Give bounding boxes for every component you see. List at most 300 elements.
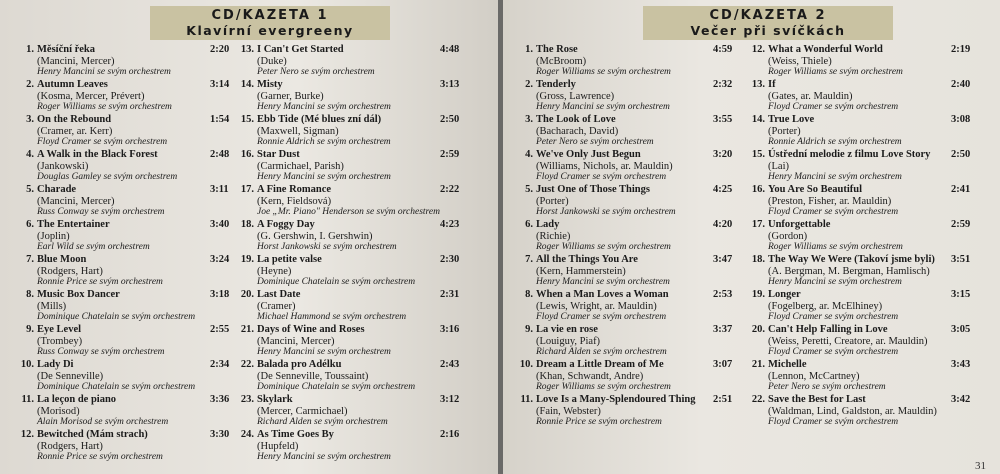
track-item: [14, 359, 234, 394]
track-duration: 2:40: [951, 79, 971, 90]
track-title: A Fine Romance: [257, 184, 332, 195]
track-duration: 3:05: [951, 324, 971, 335]
track-title: Unforgettable: [768, 219, 831, 230]
track-title: Měsíční řeka: [37, 44, 96, 55]
track-duration: 2:50: [951, 149, 971, 160]
track-authors: (Mancini, Mercer): [37, 195, 115, 207]
track-number: 19.: [751, 289, 765, 300]
track-authors: (De Senneville): [37, 370, 104, 382]
track-title: Lady: [536, 219, 560, 230]
track-authors: (Cramer, ar. Kerr): [37, 125, 113, 137]
track-performer: Peter Nero se svým orchestrem: [768, 382, 886, 392]
track-title: If: [768, 79, 776, 90]
track-item: [234, 219, 480, 254]
cd2-header: [643, 6, 893, 40]
track-performer: Henry Mancini se svým orchestrem: [257, 347, 391, 357]
track-title: Lady Di: [37, 359, 74, 370]
track-authors: (Fogelberg, ar. McElhiney): [768, 300, 883, 312]
track-duration: 3:40: [210, 219, 230, 230]
track-item: [745, 254, 991, 289]
track-number: 20.: [240, 289, 254, 300]
track-number: 2.: [525, 79, 533, 90]
track-item: [14, 114, 234, 149]
track-performer: Floyd Cramer se svým orchestrem: [768, 207, 899, 217]
track-duration: 1:54: [210, 114, 230, 125]
track-item: [234, 44, 480, 79]
track-number: 18.: [240, 219, 254, 230]
track-body: [37, 359, 234, 394]
track-number: 16.: [240, 149, 254, 160]
track-number: 3.: [525, 114, 533, 125]
track-authors: (Jankowski): [37, 160, 89, 172]
track-authors: (Mercer, Carmichael): [257, 405, 348, 417]
track-title: Star Dust: [257, 149, 300, 160]
track-number: 24.: [240, 429, 254, 440]
track-title: I Can't Get Started: [257, 44, 344, 55]
track-number: 17.: [240, 184, 254, 195]
track-title: True Love: [768, 114, 815, 125]
track-performer: Ronnie Price se svým orchestrem: [37, 277, 163, 287]
track-performer: Ronnie Price se svým orchestrem: [37, 452, 163, 462]
track-number: 6.: [26, 219, 34, 230]
track-body: [37, 254, 234, 289]
track-item: [14, 149, 234, 184]
track-title: Just One of Those Things: [536, 184, 650, 195]
track-duration: 3:14: [210, 79, 230, 90]
track-title: Balada pro Adélku: [257, 359, 342, 370]
track-duration: 3:07: [713, 359, 733, 370]
track-body: [37, 219, 234, 254]
track-number: 14.: [751, 114, 765, 125]
track-body: [37, 114, 234, 149]
track-authors: (Louiguy, Piaf): [536, 335, 601, 347]
track-title: Longer: [768, 289, 801, 300]
track-duration: 2:30: [440, 254, 460, 265]
track-performer: Dominique Chatelain se svým orchestrem: [257, 277, 416, 287]
track-number: 14.: [240, 79, 254, 90]
track-item: [14, 254, 234, 289]
track-body: [37, 149, 234, 184]
track-duration: 4:20: [713, 219, 733, 230]
track-title: La petite valse: [257, 254, 322, 265]
track-performer: Henry Mancini se svým orchestrem: [37, 67, 171, 77]
track-authors: (Kern, Hammerstein): [536, 265, 626, 277]
track-number: 1.: [525, 44, 533, 55]
track-title: Skylark: [257, 394, 293, 405]
track-item: [234, 79, 480, 114]
track-item: [234, 114, 480, 149]
track-item: [513, 44, 745, 79]
track-performer: Alain Morisod se svým orchestrem: [37, 417, 169, 427]
track-item: [745, 184, 991, 219]
track-title: Last Date: [257, 289, 301, 300]
track-authors: (Waldman, Lind, Galdston, ar. Mauldin): [768, 405, 937, 417]
track-authors: (A. Bergman, M. Bergman, Hamlisch): [768, 265, 930, 277]
track-body: [37, 429, 234, 464]
track-authors: (Rodgers, Hart): [37, 440, 103, 452]
track-number: 13.: [240, 44, 254, 55]
track-title: Blue Moon: [37, 254, 87, 265]
track-duration: 3:12: [440, 394, 460, 405]
track-number: 12.: [751, 44, 765, 55]
track-number: 5.: [525, 184, 533, 195]
track-title: The Rose: [536, 44, 578, 55]
track-item: [14, 44, 234, 79]
track-item: [745, 44, 991, 79]
track-performer: Richard Alden se svým orchestrem: [257, 417, 388, 427]
track-body: [37, 44, 234, 79]
track-number: 7.: [525, 254, 533, 265]
track-body: [37, 394, 234, 429]
track-title: Ústřední melodie z filmu Love Story: [768, 149, 931, 160]
track-authors: (Mancini, Mercer): [37, 55, 115, 67]
track-authors: (Maxwell, Sigman): [257, 125, 339, 137]
track-performer: Floyd Cramer se svým orchestrem: [768, 102, 899, 112]
track-number: 22.: [751, 394, 765, 405]
cd2-column-2: [745, 44, 991, 429]
track-number: 6.: [525, 219, 533, 230]
track-item: [234, 359, 480, 394]
track-item: [513, 394, 745, 429]
cd1-column-2: [234, 44, 480, 464]
track-title: As Time Goes By: [257, 429, 334, 440]
track-title: When a Man Loves a Woman: [536, 289, 669, 300]
track-title: Days of Wine and Roses: [257, 324, 365, 335]
track-item: [234, 394, 480, 429]
track-number: 22.: [240, 359, 254, 370]
track-item: [14, 324, 234, 359]
track-item: [745, 79, 991, 114]
track-duration: 3:30: [210, 429, 230, 440]
track-item: [513, 324, 745, 359]
track-duration: 3:36: [210, 394, 230, 405]
track-number: 15.: [751, 149, 765, 160]
track-performer: Floyd Cramer se svým orchestrem: [768, 347, 899, 357]
track-duration: 2:59: [951, 219, 971, 230]
right-page: [503, 0, 1000, 474]
track-item: [745, 359, 991, 394]
track-performer: Roger Williams se svým orchestrem: [768, 242, 903, 252]
track-item: [234, 324, 480, 359]
track-performer: Floyd Cramer se svým orchestrem: [768, 417, 899, 427]
track-authors: (Gates, ar. Mauldin): [768, 90, 853, 102]
track-duration: 4:25: [713, 184, 733, 195]
track-duration: 4:59: [713, 44, 733, 55]
track-title: We've Only Just Begun: [536, 149, 641, 160]
track-number: 10.: [20, 359, 34, 370]
track-number: 21.: [240, 324, 254, 335]
track-authors: (Richie): [536, 230, 571, 242]
cd1-title: Klavírní evergreeny: [186, 23, 354, 38]
track-title: Michelle: [768, 359, 807, 370]
track-duration: 2:48: [210, 149, 230, 160]
track-number: 18.: [751, 254, 765, 265]
track-authors: (Lewis, Wright, ar. Mauldin): [536, 300, 657, 312]
track-performer: Russ Conway se svým orchestrem: [37, 347, 165, 357]
track-number: 2.: [26, 79, 34, 90]
track-authors: (Morisod): [37, 405, 80, 417]
track-item: [745, 394, 991, 429]
track-authors: (Fain, Webster): [536, 405, 601, 417]
track-duration: 3:11: [210, 184, 229, 195]
track-performer: Roger Williams se svým orchestrem: [536, 242, 671, 252]
track-authors: (Duke): [257, 55, 287, 67]
track-item: [513, 79, 745, 114]
track-number: 7.: [26, 254, 34, 265]
track-authors: (Hupfeld): [257, 440, 299, 452]
track-item: [14, 394, 234, 429]
track-duration: 3:55: [713, 114, 733, 125]
track-authors: (Gordon): [768, 230, 808, 242]
track-title: Bewitched (Mám strach): [37, 429, 148, 440]
track-number: 4.: [26, 149, 34, 160]
track-performer: Ronnie Aldrich se svým orchestrem: [257, 137, 391, 147]
track-duration: 2:59: [440, 149, 460, 160]
track-item: [513, 219, 745, 254]
track-title: On the Rebound: [37, 114, 112, 125]
track-authors: (Garner, Burke): [257, 90, 324, 102]
track-performer: Ronnie Aldrich se svým orchestrem: [768, 137, 902, 147]
track-duration: 2:16: [440, 429, 460, 440]
track-authors: (Weiss, Thiele): [768, 55, 832, 67]
track-performer: Joe „Mr. Piano" Henderson se svým orchestrem: [257, 207, 440, 217]
track-performer: Roger Williams se svým orchestrem: [37, 102, 172, 112]
track-number: 15.: [240, 114, 254, 125]
track-duration: 2:50: [440, 114, 460, 125]
track-item: [745, 324, 991, 359]
track-performer: Russ Conway se svým orchestrem: [37, 207, 165, 217]
track-item: [234, 149, 480, 184]
track-title: The Way We Were (Takoví jsme byli): [768, 254, 935, 265]
track-item: [234, 429, 480, 464]
track-authors: (Trombey): [37, 335, 83, 347]
track-duration: 3:24: [210, 254, 230, 265]
track-title: La leçon de piano: [37, 394, 117, 405]
track-performer: Douglas Gamley se svým orchestrem: [37, 172, 178, 182]
track-duration: 2:51: [713, 394, 733, 405]
track-performer: Richard Alden se svým orchestrem: [536, 347, 667, 357]
track-performer: Dominique Chatelain se svým orchestrem: [37, 382, 196, 392]
track-title: Eye Level: [37, 324, 82, 335]
track-duration: 2:53: [713, 289, 733, 300]
track-title: The Entertainer: [37, 219, 110, 230]
track-number: 11.: [520, 394, 533, 405]
track-title: You Are So Beautiful: [768, 184, 863, 195]
track-item: [14, 429, 234, 464]
track-item: [14, 219, 234, 254]
track-number: 21.: [751, 359, 765, 370]
track-duration: 3:37: [713, 324, 733, 335]
track-body: [37, 79, 234, 114]
track-body: [37, 184, 234, 219]
cd2-label: CD/KAZETA 2: [709, 8, 827, 23]
track-performer: Roger Williams se svým orchestrem: [536, 382, 671, 392]
track-performer: Henry Mancini se svým orchestrem: [257, 102, 391, 112]
track-item: [14, 79, 234, 114]
track-title: Dream a Little Dream of Me: [536, 359, 664, 370]
track-title: A Walk in the Black Forest: [37, 149, 158, 160]
track-title: The Look of Love: [536, 114, 616, 125]
track-duration: 2:19: [951, 44, 971, 55]
track-duration: 2:41: [951, 184, 971, 195]
track-duration: 3:47: [713, 254, 733, 265]
track-performer: Henry Mancini se svým orchestrem: [536, 102, 670, 112]
track-number: 23.: [240, 394, 254, 405]
track-item: [513, 149, 745, 184]
track-duration: 3:43: [951, 359, 971, 370]
track-performer: Roger Williams se svým orchestrem: [768, 67, 903, 77]
cd2-column-1: [513, 44, 745, 429]
track-title: Love Is a Many-Splendoured Thing: [536, 394, 696, 405]
track-authors: (Williams, Nichols, ar. Mauldin): [536, 160, 673, 172]
track-number: 3.: [26, 114, 34, 125]
track-title: Ebb Tide (Mé blues zní dál): [257, 114, 382, 125]
track-duration: 4:48: [440, 44, 460, 55]
track-duration: 3:16: [440, 324, 460, 335]
track-duration: 2:22: [440, 184, 460, 195]
track-number: 8.: [525, 289, 533, 300]
track-duration: 4:23: [440, 219, 460, 230]
track-performer: Peter Nero se svým orchestrem: [257, 67, 375, 77]
track-authors: (Rodgers, Hart): [37, 265, 103, 277]
track-performer: Floyd Cramer se svým orchestrem: [37, 137, 168, 147]
track-item: [14, 289, 234, 324]
track-number: 8.: [26, 289, 34, 300]
track-number: 10.: [519, 359, 533, 370]
track-number: 9.: [26, 324, 34, 335]
track-performer: Dominique Chatelain se svým orchestrem: [257, 382, 416, 392]
track-duration: 2:31: [440, 289, 460, 300]
track-duration: 3:42: [951, 394, 971, 405]
track-performer: Henry Mancini se svým orchestrem: [768, 172, 902, 182]
track-authors: (Preston, Fisher, ar. Mauldin): [768, 195, 892, 207]
track-item: [513, 254, 745, 289]
track-performer: Michael Hammond se svým orchestrem: [257, 312, 407, 322]
track-number: 20.: [751, 324, 765, 335]
track-item: [745, 219, 991, 254]
track-duration: 2:55: [210, 324, 230, 335]
track-performer: Peter Nero se svým orchestrem: [536, 137, 654, 147]
track-title: Save the Best for Last: [768, 394, 866, 405]
track-performer: Earl Wild se svým orchestrem: [37, 242, 150, 252]
track-title: Can't Help Falling in Love: [768, 324, 888, 335]
track-item: [513, 359, 745, 394]
track-authors: (Mills): [37, 300, 67, 312]
track-title: Charade: [37, 184, 77, 195]
track-item: [14, 184, 234, 219]
track-number: 12.: [20, 429, 34, 440]
track-body: [37, 324, 234, 359]
track-authors: (Lennon, McCartney): [768, 370, 860, 382]
track-title: What a Wonderful World: [768, 44, 883, 55]
track-item: [234, 254, 480, 289]
track-authors: (Khan, Schwandt, Andre): [536, 370, 644, 382]
track-item: [513, 114, 745, 149]
track-performer: Roger Williams se svým orchestrem: [536, 67, 671, 77]
track-number: 17.: [751, 219, 765, 230]
track-item: [745, 149, 991, 184]
track-number: 9.: [525, 324, 533, 335]
track-duration: 3:13: [440, 79, 460, 90]
track-title: Music Box Dancer: [37, 289, 120, 300]
track-performer: Floyd Cramer se svým orchestrem: [536, 312, 667, 322]
track-authors: (De Senneville, Toussaint): [257, 370, 369, 382]
track-item: [513, 289, 745, 324]
track-item: [234, 289, 480, 324]
track-duration: 2:20: [210, 44, 230, 55]
track-performer: Henry Mancini se svým orchestrem: [257, 172, 391, 182]
track-duration: 2:32: [713, 79, 733, 90]
track-duration: 2:43: [440, 359, 460, 370]
track-title: Autumn Leaves: [37, 79, 108, 90]
track-number: 13.: [751, 79, 765, 90]
track-performer: Floyd Cramer se svým orchestrem: [536, 172, 667, 182]
track-title: A Foggy Day: [257, 219, 315, 230]
track-title: Misty: [257, 79, 283, 90]
track-duration: 3:20: [713, 149, 733, 160]
track-number: 4.: [525, 149, 533, 160]
track-performer: Ronnie Price se svým orchestrem: [536, 417, 662, 427]
track-performer: Horst Jankowski se svým orchestrem: [257, 242, 397, 252]
cd1-label: CD/KAZETA 1: [211, 8, 329, 23]
track-item: [745, 114, 991, 149]
track-duration: 3:51: [951, 254, 971, 265]
cd2-title: Večer při svíčkách: [690, 23, 846, 38]
track-item: [234, 184, 480, 219]
track-authors: (Carmichael, Parish): [257, 160, 344, 172]
track-performer: Henry Mancini se svým orchestrem: [536, 277, 670, 287]
track-authors: (G. Gershwin, I. Gershwin): [257, 230, 373, 242]
track-item: [513, 184, 745, 219]
track-title: La vie en rose: [536, 324, 598, 335]
track-authors: (Heyne): [257, 265, 292, 277]
cd1-header: [150, 6, 390, 40]
track-title: Tenderly: [536, 79, 576, 90]
track-performer: Floyd Cramer se svým orchestrem: [768, 312, 899, 322]
track-duration: 3:18: [210, 289, 230, 300]
track-duration: 3:08: [951, 114, 971, 125]
track-authors: (Weiss, Peretti, Creatore, ar. Mauldin): [768, 335, 928, 347]
track-authors: (McBroom): [536, 55, 587, 67]
track-title: All the Things You Are: [536, 254, 638, 265]
track-authors: (Joplin): [37, 230, 70, 242]
track-number: 11.: [21, 394, 34, 405]
left-page: [0, 0, 498, 474]
track-authors: (Porter): [536, 195, 569, 207]
track-number: 5.: [26, 184, 34, 195]
track-duration: 2:34: [210, 359, 230, 370]
track-authors: (Lai): [768, 160, 789, 172]
track-duration: 3:15: [951, 289, 971, 300]
track-item: [745, 289, 991, 324]
track-number: 16.: [751, 184, 765, 195]
track-authors: (Cramer): [257, 300, 296, 312]
track-authors: (Bacharach, David): [536, 125, 619, 137]
track-authors: (Kosma, Mercer, Prévert): [37, 90, 145, 102]
cd1-column-1: [14, 44, 234, 464]
track-body: [37, 289, 234, 324]
track-authors: (Gross, Lawrence): [536, 90, 615, 102]
track-authors: (Kern, Fieldsová): [257, 195, 332, 207]
page-number: 31: [975, 460, 986, 472]
track-performer: Dominique Chatelain se svým orchestrem: [37, 312, 196, 322]
track-performer: Henry Mancini se svým orchestrem: [257, 452, 391, 462]
track-performer: Horst Jankowski se svým orchestrem: [536, 207, 676, 217]
track-number: 19.: [240, 254, 254, 265]
track-number: 1.: [26, 44, 34, 55]
track-authors: (Mancini, Mercer): [257, 335, 335, 347]
track-authors: (Porter): [768, 125, 801, 137]
